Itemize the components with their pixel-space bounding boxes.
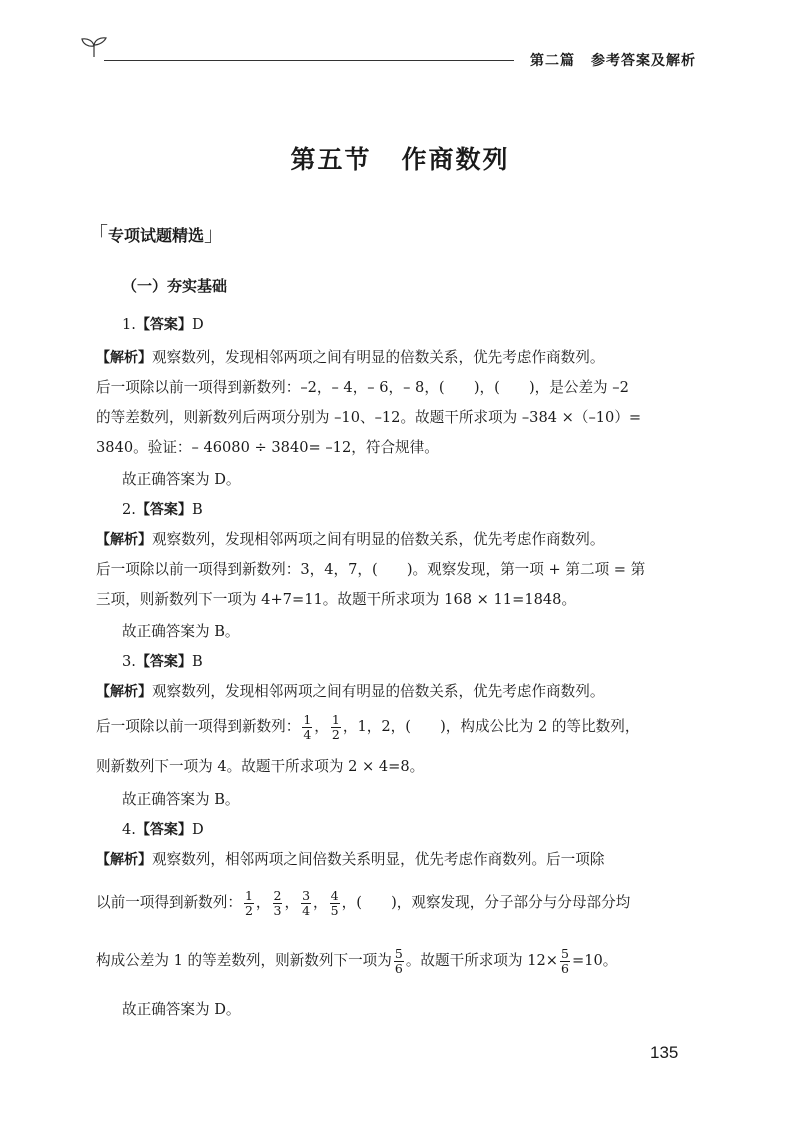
- fraction: $\frac{1}{2}$: [244, 887, 253, 918]
- q1-analysis-line-1: 【解析】观察数列，发现相邻两项之间有明显的倍数关系，优先考虑作商数列。: [96, 349, 605, 366]
- fraction: $\frac{1}{2}$: [331, 711, 340, 742]
- analysis-tag: 【解析】: [96, 350, 152, 366]
- answer-tag: 【答案】: [135, 822, 192, 838]
- q3-analysis-line-3: 则新数列下一项为 4。故题干所求项为 2 × 4=8。: [96, 758, 425, 775]
- section-title: [0, 140, 800, 176]
- q3-answer: B: [191, 653, 203, 670]
- q1-conclusion: 故正确答案为 D。: [122, 471, 241, 488]
- header-chapter-title: 参考答案及解析: [591, 53, 696, 69]
- answer-tag: 【答案】: [135, 654, 192, 670]
- section-name: 作商数列: [401, 145, 510, 174]
- fraction: $\frac{2}{3}$: [273, 887, 282, 918]
- answer-tag: 【答案】: [135, 502, 192, 518]
- fraction: $\frac{5}{6}$: [561, 945, 569, 976]
- q4-conclusion: 故正确答案为 D。: [122, 1001, 241, 1018]
- header-part: 第二篇: [530, 53, 575, 69]
- fraction: $\frac{4}{5}$: [330, 887, 339, 918]
- header-rule: [104, 60, 514, 61]
- subsection-heading: （一）夯实基础: [122, 277, 228, 295]
- analysis-tag: 【解析】: [96, 532, 152, 548]
- q4-analysis-line-3: 构成公差为 1 的等差数列，则新数列下一项为 $\frac{5}{6}$ 。故题干所求项为 12× $\frac{5}{6}$ =10。: [96, 945, 618, 976]
- q3-conclusion: 故正确答案为 B。: [122, 791, 240, 808]
- q3-answer-line: 3.【答案】B: [122, 653, 203, 670]
- q2-answer-line: 2.【答案】B: [122, 501, 203, 518]
- q1-analysis-line-4: 3840。验证：– 46080 ÷ 3840= –12，符合规律。: [96, 439, 439, 456]
- q1-analysis-line-3: 的等差数列，则新数列后两项分别为 –10、–12。故题干所求项为 –384 ×（–10）=: [96, 409, 642, 426]
- tag-close-bracket: 」: [204, 222, 225, 246]
- fraction: $\frac{5}{6}$: [394, 945, 403, 976]
- q2-answer: B: [191, 501, 203, 518]
- q1-answer: D: [191, 316, 204, 333]
- sprout-icon: [80, 36, 108, 58]
- q3-analysis-line-1: 【解析】观察数列，发现相邻两项之间有明显的倍数关系，优先考虑作商数列。: [96, 683, 605, 700]
- q2-analysis-line-2: 后一项除以前一项得到新数列：3，4，7，( )。观察发现，第一项 + 第二项 = 第: [96, 561, 646, 578]
- page-number: 135: [650, 1043, 679, 1062]
- q2-analysis-line-1: 【解析】观察数列，发现相邻两项之间有明显的倍数关系，优先考虑作商数列。: [96, 531, 605, 548]
- q4-answer: D: [191, 821, 204, 838]
- analysis-tag: 【解析】: [96, 684, 152, 700]
- q1-analysis-line-2: 后一项除以前一项得到新数列：–2，– 4，– 6，– 8，( )，( )，是公差为 –2: [96, 379, 629, 396]
- page-header: [0, 0, 800, 80]
- q1-answer-line: 1.【答案】D: [122, 316, 204, 333]
- header-title: [530, 50, 696, 70]
- q4-analysis-line-1: 【解析】观察数列，相邻两项之间倍数关系明显，优先考虑作商数列。后一项除: [96, 851, 605, 868]
- fraction: $\frac{1}{4}$: [303, 711, 312, 742]
- analysis-tag: 【解析】: [96, 852, 152, 868]
- q2-analysis-line-3: 三项，则新数列下一项为 4+7=11。故题干所求项为 168 × 11=1848。: [96, 591, 577, 608]
- section-tag: [88, 218, 224, 247]
- answer-tag: 【答案】: [135, 317, 192, 333]
- section-number: 第五节: [290, 145, 372, 174]
- tag-open-bracket: 「: [88, 222, 108, 246]
- q4-answer-line: 4.【答案】D: [122, 821, 204, 838]
- q4-analysis-line-2: 以前一项得到新数列： $\frac{1}{2}$ ， $\frac{2}{3}$ ， $\frac{3}{4}$ ， $\frac{4}{5}$ ，( )，观察发现，分子部分与分母部分均: [96, 887, 631, 918]
- fraction: $\frac{3}{4}$: [302, 887, 311, 918]
- q2-conclusion: 故正确答案为 B。: [122, 623, 240, 640]
- q3-analysis-line-2: 后一项除以前一项得到新数列： $\frac{1}{4}$ ， $\frac{1}{2}$ ，1，2，( )，构成公比为 2 的等比数列，: [96, 711, 640, 742]
- tag-label: 专项试题精选: [108, 226, 205, 245]
